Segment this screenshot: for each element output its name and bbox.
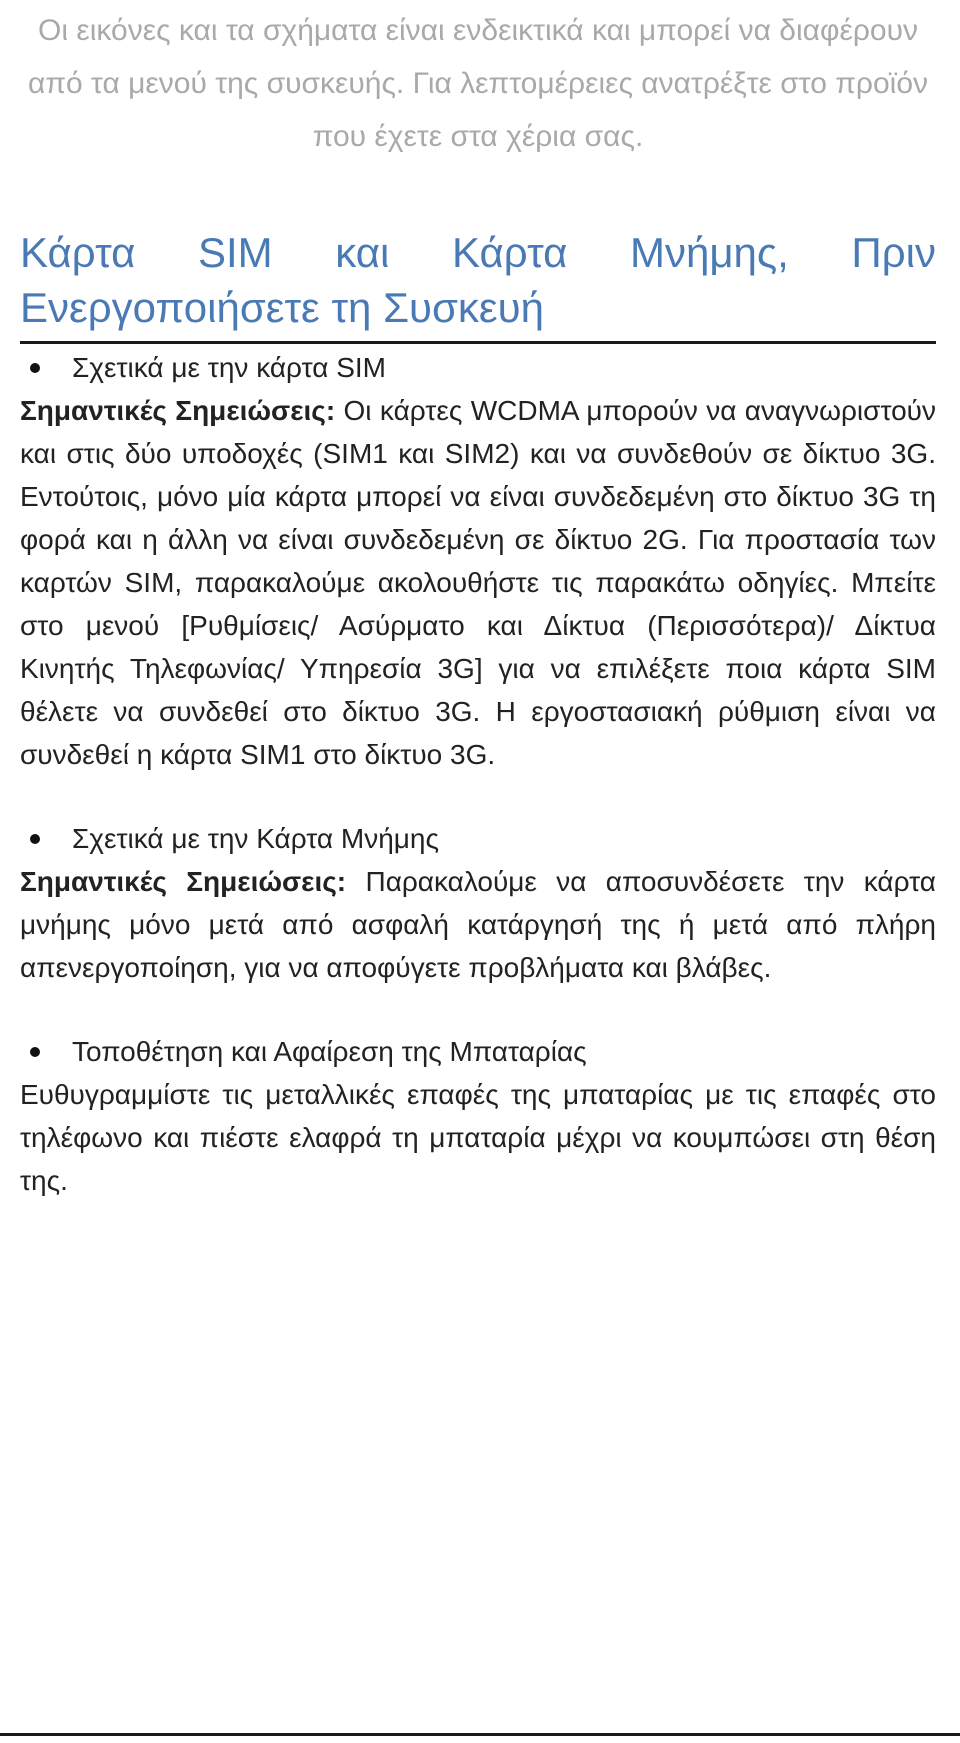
- section-heading: Κάρτα SIM και Κάρτα Μνήμης, Πριν Ενεργοποιήσετε τη Συσκευή: [20, 229, 936, 331]
- sim-section-text: Οι κάρτες WCDMA μπορούν να αναγνωριστούν και στις δύο υποδοχές (SIM1 και SIM2) και να συνδεθούν σε δίκτυο 3G. Εντούτοις, μόνο μία κάρτα μπορεί να είναι συνδεδεμένη στο δίκτυο 3G τη φορά και η άλλη να είναι συνδεδεμένη σε δίκτυο 2G. Για προστασία των καρτών SIM, παρακαλούμε ακολουθήστε τις παρακάτω οδηγίες. Μπείτε στο μενού [Ρυθμίσεις/ Ασύρματο και Δίκτυα (Περισσότερα)/ Δίκτυα Κινητής Τηλεφωνίας/ Υπηρεσία 3G] για να επιλέξετε ποια κάρτα SIM θέλετε να συνδεθεί στο δίκτυο 3G. Η εργοστασιακή ρύθμιση είναι να συνδεθεί η κάρτα SIM1 στο δίκτυο 3G.: [20, 395, 936, 770]
- memory-section-body: [20, 860, 936, 989]
- bullet-icon: [30, 363, 40, 373]
- bullet-item-sim: [20, 346, 936, 389]
- bullet-icon: [30, 1047, 40, 1057]
- memory-section-title: Σχετικά με την Κάρτα Μνήμης: [72, 823, 439, 854]
- important-notes-label: Σημαντικές Σημειώσεις:: [20, 395, 336, 426]
- disclaimer-note: Οι εικόνες και τα σχήματα είναι ενδεικτικά και μπορεί να διαφέρουν από τα μενού της συσκευής. Για λεπτομέρειες ανατρέξτε στο προϊόν που έχετε στα χέρια σας.: [27, 14, 929, 153]
- battery-section-title: Τοποθέτηση και Αφαίρεση της Μπαταρίας: [72, 1036, 587, 1067]
- sim-section-title: Σχετικά με την κάρτα SIM: [72, 352, 386, 383]
- footer-divider: [0, 1733, 960, 1736]
- bullet-icon: [30, 834, 40, 844]
- memory-section-text: Παρακαλούμε να αποσυνδέσετε την κάρτα μνήμης μόνο μετά από ασφαλή κατάργησή της ή μετά από πλήρη απενεργοποίηση, για να αποφύγετε προβλήματα και βλάβες.: [20, 866, 936, 983]
- bullet-item-battery: [20, 1030, 936, 1073]
- important-notes-label: Σημαντικές Σημειώσεις:: [20, 866, 347, 897]
- manual-page: [20, 0, 936, 1202]
- sim-card-section: [20, 346, 936, 776]
- battery-section: [20, 1030, 936, 1202]
- heading-divider: [20, 341, 936, 344]
- bullet-item-memory: [20, 817, 936, 860]
- battery-section-body: Ευθυγραμμίστε τις μεταλλικές επαφές της μπαταρίας με τις επαφές στο τηλέφωνο και πιέστε ελαφρά τη μπαταρία μέχρι να κουμπώσει στη θέση της.: [20, 1079, 936, 1196]
- memory-card-section: [20, 817, 936, 989]
- sim-section-body: [20, 389, 936, 776]
